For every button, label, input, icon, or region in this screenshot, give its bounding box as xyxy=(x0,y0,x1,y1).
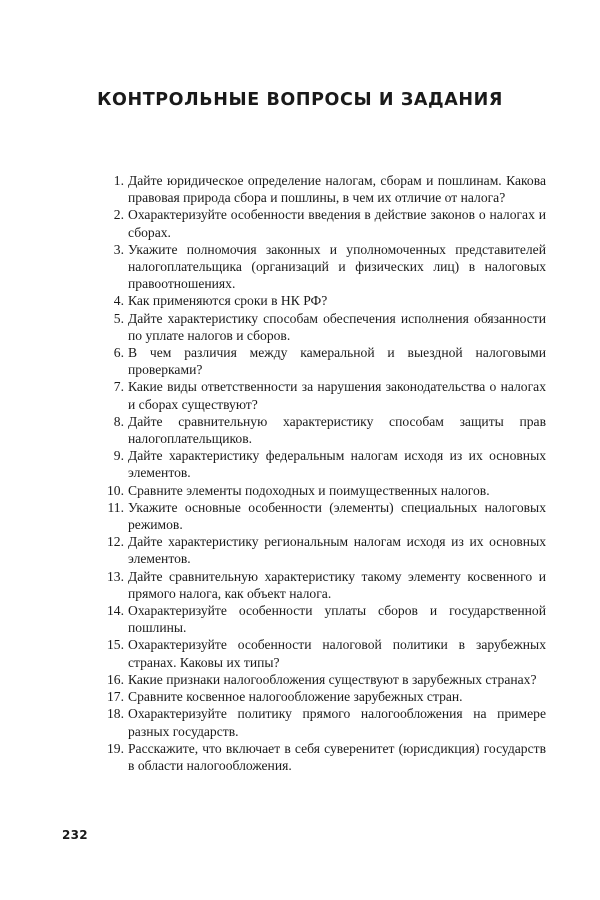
list-item xyxy=(104,499,546,533)
item-number: 5. xyxy=(113,310,124,326)
item-number: 14. xyxy=(107,603,124,619)
page-title: КОНТРОЛЬНЫЕ ВОПРОСЫ И ЗАДАНИЯ xyxy=(97,90,503,110)
list-item xyxy=(104,533,546,567)
list-item xyxy=(104,241,546,293)
list-item xyxy=(104,413,546,447)
item-text: Укажите основные особенности (элементы) специальных налоговых режимов. xyxy=(128,499,546,533)
item-text: В чем различия между камеральной и выездной налоговыми проверками? xyxy=(128,345,546,378)
list-item xyxy=(104,344,546,378)
item-number: 1. xyxy=(113,173,124,188)
list-item xyxy=(104,172,546,206)
list-item xyxy=(104,602,546,636)
item-text: Расскажите, что включает в себя суверенитет (юрисдикция) государств в области налогообложения. xyxy=(128,740,546,773)
item-number: 9. xyxy=(113,448,124,464)
item-number: 12. xyxy=(107,534,124,550)
list-item xyxy=(104,378,546,412)
item-number: 19. xyxy=(107,740,124,756)
item-text: Сравните элементы подоходных и поимущественных налогов. xyxy=(128,482,490,498)
list-item xyxy=(104,636,546,670)
list-item xyxy=(104,688,546,705)
item-number: 15. xyxy=(107,637,124,653)
item-text: Укажите полномочия законных и уполномоченных представителей налогоплательщика (организаций и физических лиц) в налоговых правоотношениях. xyxy=(128,241,546,292)
item-text: Как применяются сроки в НК РФ? xyxy=(128,293,328,309)
item-number: 4. xyxy=(113,293,124,309)
item-number: 6. xyxy=(113,345,124,361)
item-text: Охарактеризуйте особенности налоговой политики в зарубежных странах. Каковы их типы? xyxy=(128,637,546,670)
page-number: 232 xyxy=(62,828,88,842)
list-item xyxy=(104,705,546,739)
list-item xyxy=(104,671,546,688)
item-text: Какие признаки налогообложения существуют в зарубежных странах? xyxy=(128,671,537,687)
item-number: 17. xyxy=(107,689,124,705)
item-text: Охарактеризуйте особенности уплаты сборов и государственной пошлины. xyxy=(128,603,546,636)
list-item xyxy=(104,206,546,240)
item-text: Дайте сравнительную характеристику способам защиты прав налогоплательщиков. xyxy=(128,413,546,447)
item-text: Сравните косвенное налогообложение зарубежных стран. xyxy=(128,689,463,705)
list-item xyxy=(104,292,546,309)
questions-list xyxy=(104,172,546,774)
list-item xyxy=(104,568,546,602)
item-text: Дайте сравнительную характеристику такому элементу косвенного и прямого налога, как объект налога. xyxy=(128,568,546,601)
list-item xyxy=(104,310,546,344)
item-number: 8. xyxy=(113,413,124,429)
item-number: 7. xyxy=(113,379,124,395)
item-text: Охарактеризуйте особенности введения в действие законов о налогах и сборах. xyxy=(128,207,546,240)
item-text: Какие виды ответственности за нарушения законодательства о налогах и сборах существуют? xyxy=(128,379,546,412)
item-text: Охарактеризуйте политику прямого налогообложения на примере разных государств. xyxy=(128,706,546,739)
item-number: 2. xyxy=(113,207,124,223)
list-item xyxy=(104,740,546,774)
item-number: 16. xyxy=(107,671,124,687)
item-text: Дайте характеристику региональным налогам исходя из их основных элементов. xyxy=(128,534,546,567)
list-item xyxy=(104,482,546,499)
item-number: 13. xyxy=(107,568,124,584)
item-text: Дайте характеристику способам обеспечения исполнения обязанности по уплате налогов и сборов. xyxy=(128,310,546,343)
item-number: 18. xyxy=(107,706,124,722)
item-text: Дайте юридическое определение налогам, сборам и пошлинам. Какова правовая природа сбора и пошлины, в чем их отличие от налога? xyxy=(128,173,546,206)
item-number: 3. xyxy=(113,241,124,257)
list-item xyxy=(104,447,546,481)
item-number: 11. xyxy=(107,499,124,515)
item-number: 10. xyxy=(107,482,124,498)
item-text: Дайте характеристику федеральным налогам исходя из их основных элементов. xyxy=(128,448,546,481)
